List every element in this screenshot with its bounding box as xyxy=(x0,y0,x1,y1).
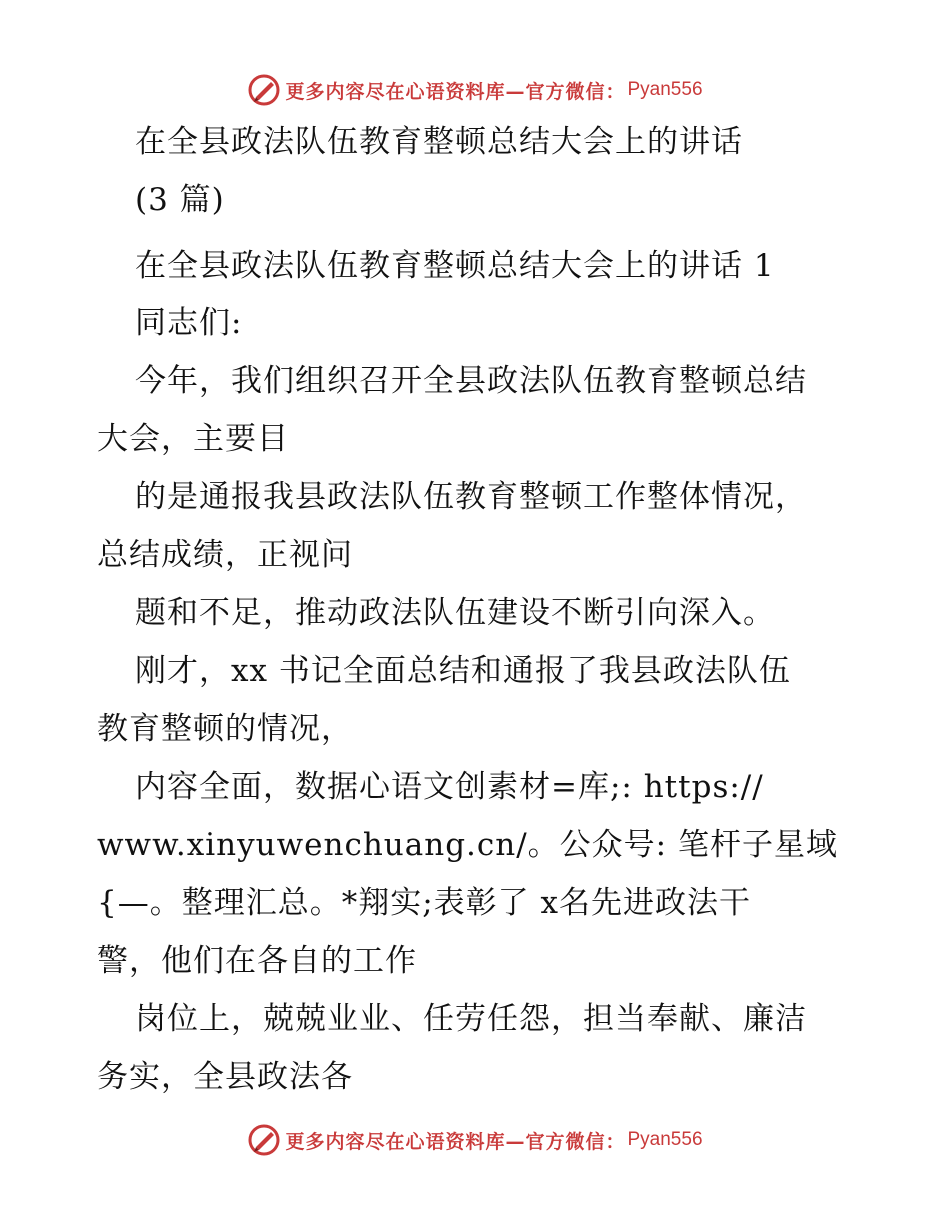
paragraph-line: 总结成绩，正视问 xyxy=(97,537,353,573)
paragraph-line: 教育整顿的情况， xyxy=(97,711,353,747)
pen-logo-icon xyxy=(247,1123,281,1157)
paragraph-line: 今年，我们组织召开全县政法队伍教育整顿总结 xyxy=(135,363,807,399)
paragraph-line: 大会，主要目 xyxy=(97,421,289,457)
banner-text: 更多内容尽在心语资料库—官方微信： xyxy=(285,80,626,103)
salutation: 同志们: xyxy=(135,305,243,341)
paragraph-line: {—。整理汇总。*翔实;表彰了 x名先进政法干 xyxy=(97,885,752,921)
paragraph-line: 岗位上，兢兢业业、任劳任怨，担当奉献、廉洁 xyxy=(135,1001,807,1037)
paragraph-line: 警，他们在各自的工作 xyxy=(97,943,417,979)
paragraph-line: 务实，全县政法各 xyxy=(97,1059,353,1095)
footer-watermark-banner xyxy=(0,1120,950,1160)
pen-logo-icon xyxy=(247,73,281,107)
banner-wechat-id: Pyan556 xyxy=(627,1129,703,1150)
banner-wechat-id: Pyan556 xyxy=(627,79,703,100)
paragraph-line: 题和不足，推动政法队伍建设不断引向深入。 xyxy=(135,595,775,631)
paragraph-line: 内容全面，数据心语文创素材=库;: https:// xyxy=(135,769,764,805)
title-line-2: (3 篇) xyxy=(135,182,225,218)
paragraph-line: 刚才，xx 书记全面总结和通报了我县政法队伍 xyxy=(135,653,791,689)
banner-text: 更多内容尽在心语资料库—官方微信： xyxy=(285,1130,626,1153)
section-heading: 在全县政法队伍教育整顿总结大会上的讲话 1 xyxy=(135,248,775,284)
paragraph-line: www.xinyuwenchuang.cn/。公众号: 笔杆子星域 xyxy=(97,827,838,863)
title-line-1: 在全县政法队伍教育整顿总结大会上的讲话 xyxy=(135,124,743,160)
header-watermark-banner xyxy=(0,70,950,110)
paragraph-line: 的是通报我县政法队伍教育整顿工作整体情况， xyxy=(135,479,807,515)
